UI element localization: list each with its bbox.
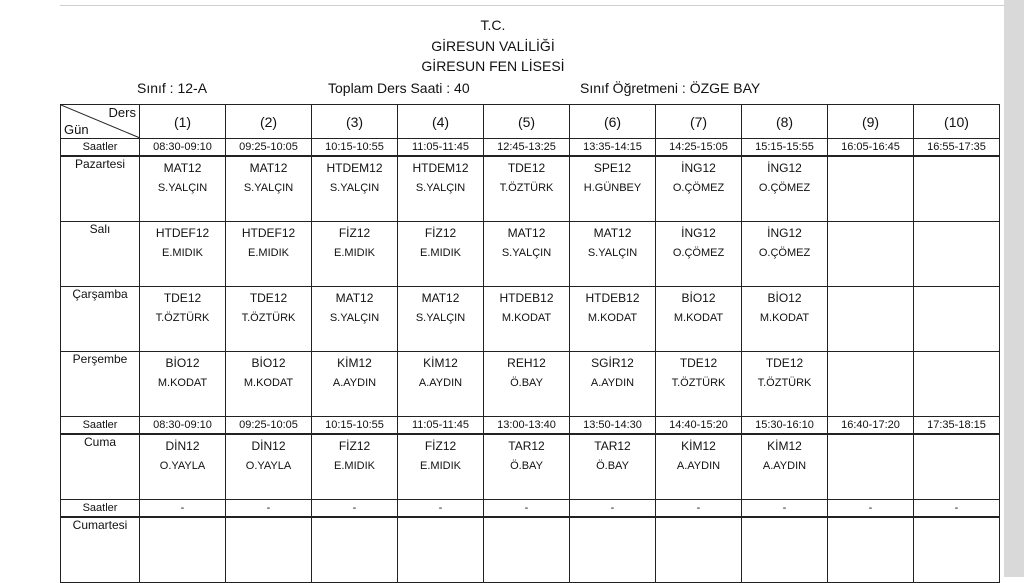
lesson-teacher: S.YALÇIN: [501, 247, 552, 259]
lesson-cell: [140, 517, 226, 583]
lesson-teacher: M.KODAT: [501, 312, 552, 324]
day-name: Çarşamba: [61, 287, 140, 352]
lesson-teacher: E.MIDIK: [420, 247, 461, 259]
lesson-teacher: M.KODAT: [243, 377, 294, 389]
lesson-code: HTDEB12: [499, 291, 554, 305]
lesson-teacher: O.ÇÖMEZ: [672, 182, 725, 194]
times-row-saturday: [61, 500, 1000, 518]
lesson-teacher: O.ÇÖMEZ: [758, 247, 811, 259]
lesson-teacher: S.YALÇIN: [157, 182, 208, 194]
lesson-code: TDE12: [679, 356, 718, 370]
lesson-cell: [828, 287, 914, 352]
lesson-cell: [312, 222, 398, 287]
lesson-code: İNG12: [767, 161, 802, 175]
lesson-teacher: [656, 522, 741, 528]
lesson-teacher: T.ÖZTÜRK: [671, 377, 726, 389]
lesson-cell: [570, 517, 656, 583]
day-name: Salı: [61, 222, 140, 287]
lesson-teacher: T.ÖZTÜRK: [155, 312, 210, 324]
lesson-cell: [226, 352, 312, 417]
lesson-teacher: S.YALÇIN: [243, 182, 294, 194]
class-teacher-info: Sınıf Öğretmeni : ÖZGE BAY: [580, 80, 761, 96]
lesson-code: KİM12: [681, 439, 716, 453]
lesson-code: HTDEB12: [585, 291, 640, 305]
lesson-cell: [914, 517, 1000, 583]
lesson-teacher: [312, 522, 397, 528]
lesson-cell: [484, 287, 570, 352]
lesson-cell: [742, 434, 828, 500]
lesson-cell: [312, 287, 398, 352]
lesson-teacher: [914, 439, 999, 445]
lesson-code: KİM12: [423, 356, 458, 370]
lesson-cell: [398, 517, 484, 583]
lesson-cell: [656, 434, 742, 500]
lesson-code: MAT12: [507, 226, 546, 240]
lesson-cell: [742, 287, 828, 352]
lesson-cell: [742, 352, 828, 417]
lesson-cell: [570, 222, 656, 287]
lesson-code: HTDEF12: [155, 226, 210, 240]
time-slot: 17:35-18:15: [914, 417, 1000, 435]
lesson-code: HTDEF12: [241, 226, 296, 240]
lesson-teacher: [914, 226, 999, 232]
time-slot: 16:40-17:20: [828, 417, 914, 435]
day-row-mon: [61, 156, 1000, 222]
lesson-teacher: E.MIDIK: [334, 460, 375, 472]
saatler-label: Saatler: [61, 500, 140, 518]
lesson-code: DİN12: [251, 439, 286, 453]
lesson-code: HTDEM12: [412, 161, 469, 175]
lesson-cell: [570, 156, 656, 222]
period-header: (8): [742, 105, 828, 139]
lesson-code: HTDEM12: [326, 161, 383, 175]
lesson-code: MAT12: [593, 226, 632, 240]
lesson-cell: [570, 352, 656, 417]
lesson-teacher: E.MIDIK: [334, 247, 375, 259]
lesson-teacher: M.KODAT: [759, 312, 810, 324]
lesson-cell: [828, 352, 914, 417]
lesson-code: BİO12: [251, 356, 286, 370]
lesson-code: MAT12: [421, 291, 460, 305]
day-name: Pazartesi: [61, 156, 140, 222]
lesson-code: BİO12: [165, 356, 200, 370]
lesson-teacher: E.MIDIK: [162, 247, 203, 259]
lesson-cell: [570, 434, 656, 500]
lesson-cell: [226, 517, 312, 583]
time-slot: 09:25-10:05: [226, 139, 312, 157]
lesson-code: SGİR12: [591, 356, 634, 370]
period-header: (3): [312, 105, 398, 139]
time-slot: 12:45-13:25: [484, 139, 570, 157]
time-slot: -: [828, 500, 914, 518]
time-slot: 10:15-10:55: [312, 139, 398, 157]
lesson-cell: [828, 517, 914, 583]
lesson-teacher: [570, 522, 655, 528]
time-slot: -: [484, 500, 570, 518]
lesson-cell: [914, 156, 1000, 222]
lesson-code: TDE12: [249, 291, 288, 305]
time-slot: -: [742, 500, 828, 518]
lesson-teacher: T.ÖZTÜRK: [757, 377, 812, 389]
lesson-teacher: [484, 522, 569, 528]
lesson-cell: [226, 156, 312, 222]
saatler-label: Saatler: [61, 417, 140, 435]
lesson-cell: [398, 287, 484, 352]
lesson-teacher: [226, 522, 311, 528]
time-slot: -: [140, 500, 226, 518]
lesson-cell: [484, 434, 570, 500]
lesson-teacher: A.AYDIN: [762, 460, 807, 472]
lesson-code: BİO12: [767, 291, 802, 305]
lesson-cell: [140, 287, 226, 352]
period-header: (6): [570, 105, 656, 139]
lesson-teacher: S.YALÇIN: [415, 182, 466, 194]
lesson-code: TAR12: [508, 439, 545, 453]
lesson-cell: [656, 352, 742, 417]
period-header: (10): [914, 105, 1000, 139]
lesson-cell: [312, 434, 398, 500]
lesson-teacher: [914, 291, 999, 297]
lesson-teacher: M.KODAT: [157, 377, 208, 389]
lesson-cell: [140, 156, 226, 222]
scrollbar-track[interactable]: [1004, 0, 1024, 577]
lesson-teacher: [140, 522, 225, 528]
day-row-thu: [61, 352, 1000, 417]
lesson-cell: [226, 434, 312, 500]
lesson-teacher: M.KODAT: [587, 312, 638, 324]
lesson-code: İNG12: [681, 226, 716, 240]
day-row-tue: [61, 222, 1000, 287]
lesson-cell: [398, 156, 484, 222]
lesson-cell: [656, 517, 742, 583]
day-row-wed: [61, 287, 1000, 352]
day-row-fri: [61, 434, 1000, 500]
lesson-teacher: M.KODAT: [673, 312, 724, 324]
lesson-teacher: E.MIDIK: [248, 247, 289, 259]
lesson-teacher: [914, 356, 999, 362]
period-header: (5): [484, 105, 570, 139]
lesson-teacher: S.YALÇIN: [329, 312, 380, 324]
lesson-teacher: T.ÖZTÜRK: [499, 182, 554, 194]
lesson-cell: [140, 352, 226, 417]
total-hours-info: Toplam Ders Saati : 40: [328, 80, 470, 96]
time-slot: -: [312, 500, 398, 518]
time-slot: 11:05-11:45: [398, 417, 484, 435]
lesson-cell: [828, 156, 914, 222]
lesson-cell: [140, 434, 226, 500]
period-header: (7): [656, 105, 742, 139]
lesson-code: FİZ12: [338, 226, 371, 240]
lesson-teacher: [828, 356, 913, 362]
lesson-teacher: A.AYDIN: [418, 377, 463, 389]
time-slot: 11:05-11:45: [398, 139, 484, 157]
time-slot: -: [398, 500, 484, 518]
time-slot: 10:15-10:55: [312, 417, 398, 435]
header-line-governorship: GİRESUN VALİLİĞİ: [431, 38, 555, 54]
lesson-cell: [656, 222, 742, 287]
lesson-code: TDE12: [163, 291, 202, 305]
timetable: [60, 104, 1000, 583]
lesson-teacher: [828, 161, 913, 167]
lesson-code: MAT12: [335, 291, 374, 305]
corner-cell: [61, 105, 140, 139]
time-slot: -: [914, 500, 1000, 518]
lesson-teacher: E.MIDIK: [420, 460, 461, 472]
time-slot: 13:35-14:15: [570, 139, 656, 157]
time-slot: 13:50-14:30: [570, 417, 656, 435]
lesson-code: KİM12: [337, 356, 372, 370]
times-row-weekdays: [61, 139, 1000, 157]
period-header-row: [61, 105, 1000, 139]
time-slot: -: [226, 500, 312, 518]
lesson-cell: [828, 222, 914, 287]
lesson-teacher: [828, 291, 913, 297]
lesson-teacher: S.YALÇIN: [329, 182, 380, 194]
lesson-code: FİZ12: [424, 439, 457, 453]
lesson-teacher: A.AYDIN: [676, 460, 721, 472]
lesson-teacher: O.ÇÖMEZ: [672, 247, 725, 259]
time-slot: -: [570, 500, 656, 518]
lesson-cell: [312, 156, 398, 222]
lesson-teacher: O.YAYLA: [159, 460, 206, 472]
lesson-cell: [398, 352, 484, 417]
lesson-teacher: O.YAYLA: [245, 460, 292, 472]
lesson-cell: [656, 287, 742, 352]
lesson-teacher: [914, 522, 999, 528]
lesson-teacher: [828, 522, 913, 528]
lesson-teacher: Ö.BAY: [596, 460, 629, 472]
lesson-code: MAT12: [249, 161, 288, 175]
corner-gun-label: Gün: [64, 122, 89, 137]
lesson-teacher: [914, 161, 999, 167]
lesson-code: FİZ12: [424, 226, 457, 240]
page-top-border: [60, 5, 1020, 6]
lesson-teacher: [828, 226, 913, 232]
time-slot: 16:55-17:35: [914, 139, 1000, 157]
lesson-cell: [140, 222, 226, 287]
lesson-cell: [484, 156, 570, 222]
time-slot: 15:15-15:55: [742, 139, 828, 157]
lesson-code: TDE12: [765, 356, 804, 370]
lesson-cell: [484, 517, 570, 583]
time-slot: 14:40-15:20: [656, 417, 742, 435]
lesson-code: TAR12: [594, 439, 631, 453]
lesson-cell: [914, 222, 1000, 287]
time-slot: 16:05-16:45: [828, 139, 914, 157]
time-slot: 15:30-16:10: [742, 417, 828, 435]
day-name: Cuma: [61, 434, 140, 500]
lesson-teacher: A.AYDIN: [590, 377, 635, 389]
class-info: Sınıf : 12-A: [137, 80, 208, 96]
lesson-teacher: [742, 522, 827, 528]
day-name: Perşembe: [61, 352, 140, 417]
lesson-cell: [226, 222, 312, 287]
lesson-cell: [742, 156, 828, 222]
lesson-cell: [312, 352, 398, 417]
lesson-cell: [398, 434, 484, 500]
day-row-sat: [61, 517, 1000, 583]
lesson-teacher: S.YALÇIN: [587, 247, 638, 259]
period-header: (2): [226, 105, 312, 139]
lesson-cell: [656, 156, 742, 222]
period-header: (1): [140, 105, 226, 139]
lesson-code: MAT12: [163, 161, 202, 175]
lesson-cell: [484, 222, 570, 287]
time-slot: 08:30-09:10: [140, 417, 226, 435]
lesson-code: FİZ12: [338, 439, 371, 453]
lesson-cell: [828, 434, 914, 500]
time-slot: -: [656, 500, 742, 518]
lesson-code: İNG12: [681, 161, 716, 175]
lesson-cell: [914, 352, 1000, 417]
lesson-code: KİM12: [767, 439, 802, 453]
lesson-teacher: S.YALÇIN: [415, 312, 466, 324]
lesson-cell: [742, 222, 828, 287]
saatler-label: Saatler: [61, 139, 140, 157]
lesson-teacher: Ö.BAY: [510, 460, 543, 472]
day-name: Cumartesi: [61, 517, 140, 583]
time-slot: 09:25-10:05: [226, 417, 312, 435]
lesson-code: İNG12: [767, 226, 802, 240]
lesson-cell: [742, 517, 828, 583]
lesson-cell: [226, 287, 312, 352]
lesson-teacher: H.GÜNBEY: [583, 182, 642, 194]
lesson-cell: [484, 352, 570, 417]
time-slot: 08:30-09:10: [140, 139, 226, 157]
time-slot: 14:25-15:05: [656, 139, 742, 157]
lesson-teacher: [828, 439, 913, 445]
lesson-code: BİO12: [681, 291, 716, 305]
lesson-teacher: A.AYDIN: [332, 377, 377, 389]
lesson-code: REH12: [507, 356, 546, 370]
lesson-cell: [914, 287, 1000, 352]
header-line-tc: T.C.: [480, 17, 506, 33]
lesson-teacher: [398, 522, 483, 528]
corner-ders-label: Ders: [108, 105, 136, 120]
lesson-cell: [570, 287, 656, 352]
lesson-cell: [914, 434, 1000, 500]
lesson-teacher: T.ÖZTÜRK: [241, 312, 296, 324]
lesson-teacher: O.ÇÖMEZ: [758, 182, 811, 194]
lesson-cell: [312, 517, 398, 583]
times-row-friday: [61, 417, 1000, 435]
header-line-school: GİRESUN FEN LİSESİ: [421, 58, 565, 74]
lesson-cell: [398, 222, 484, 287]
lesson-code: DİN12: [165, 439, 200, 453]
lesson-code: TDE12: [507, 161, 546, 175]
lesson-teacher: Ö.BAY: [510, 377, 543, 389]
lesson-code: SPE12: [593, 161, 632, 175]
period-header: (4): [398, 105, 484, 139]
time-slot: 13:00-13:40: [484, 417, 570, 435]
period-header: (9): [828, 105, 914, 139]
